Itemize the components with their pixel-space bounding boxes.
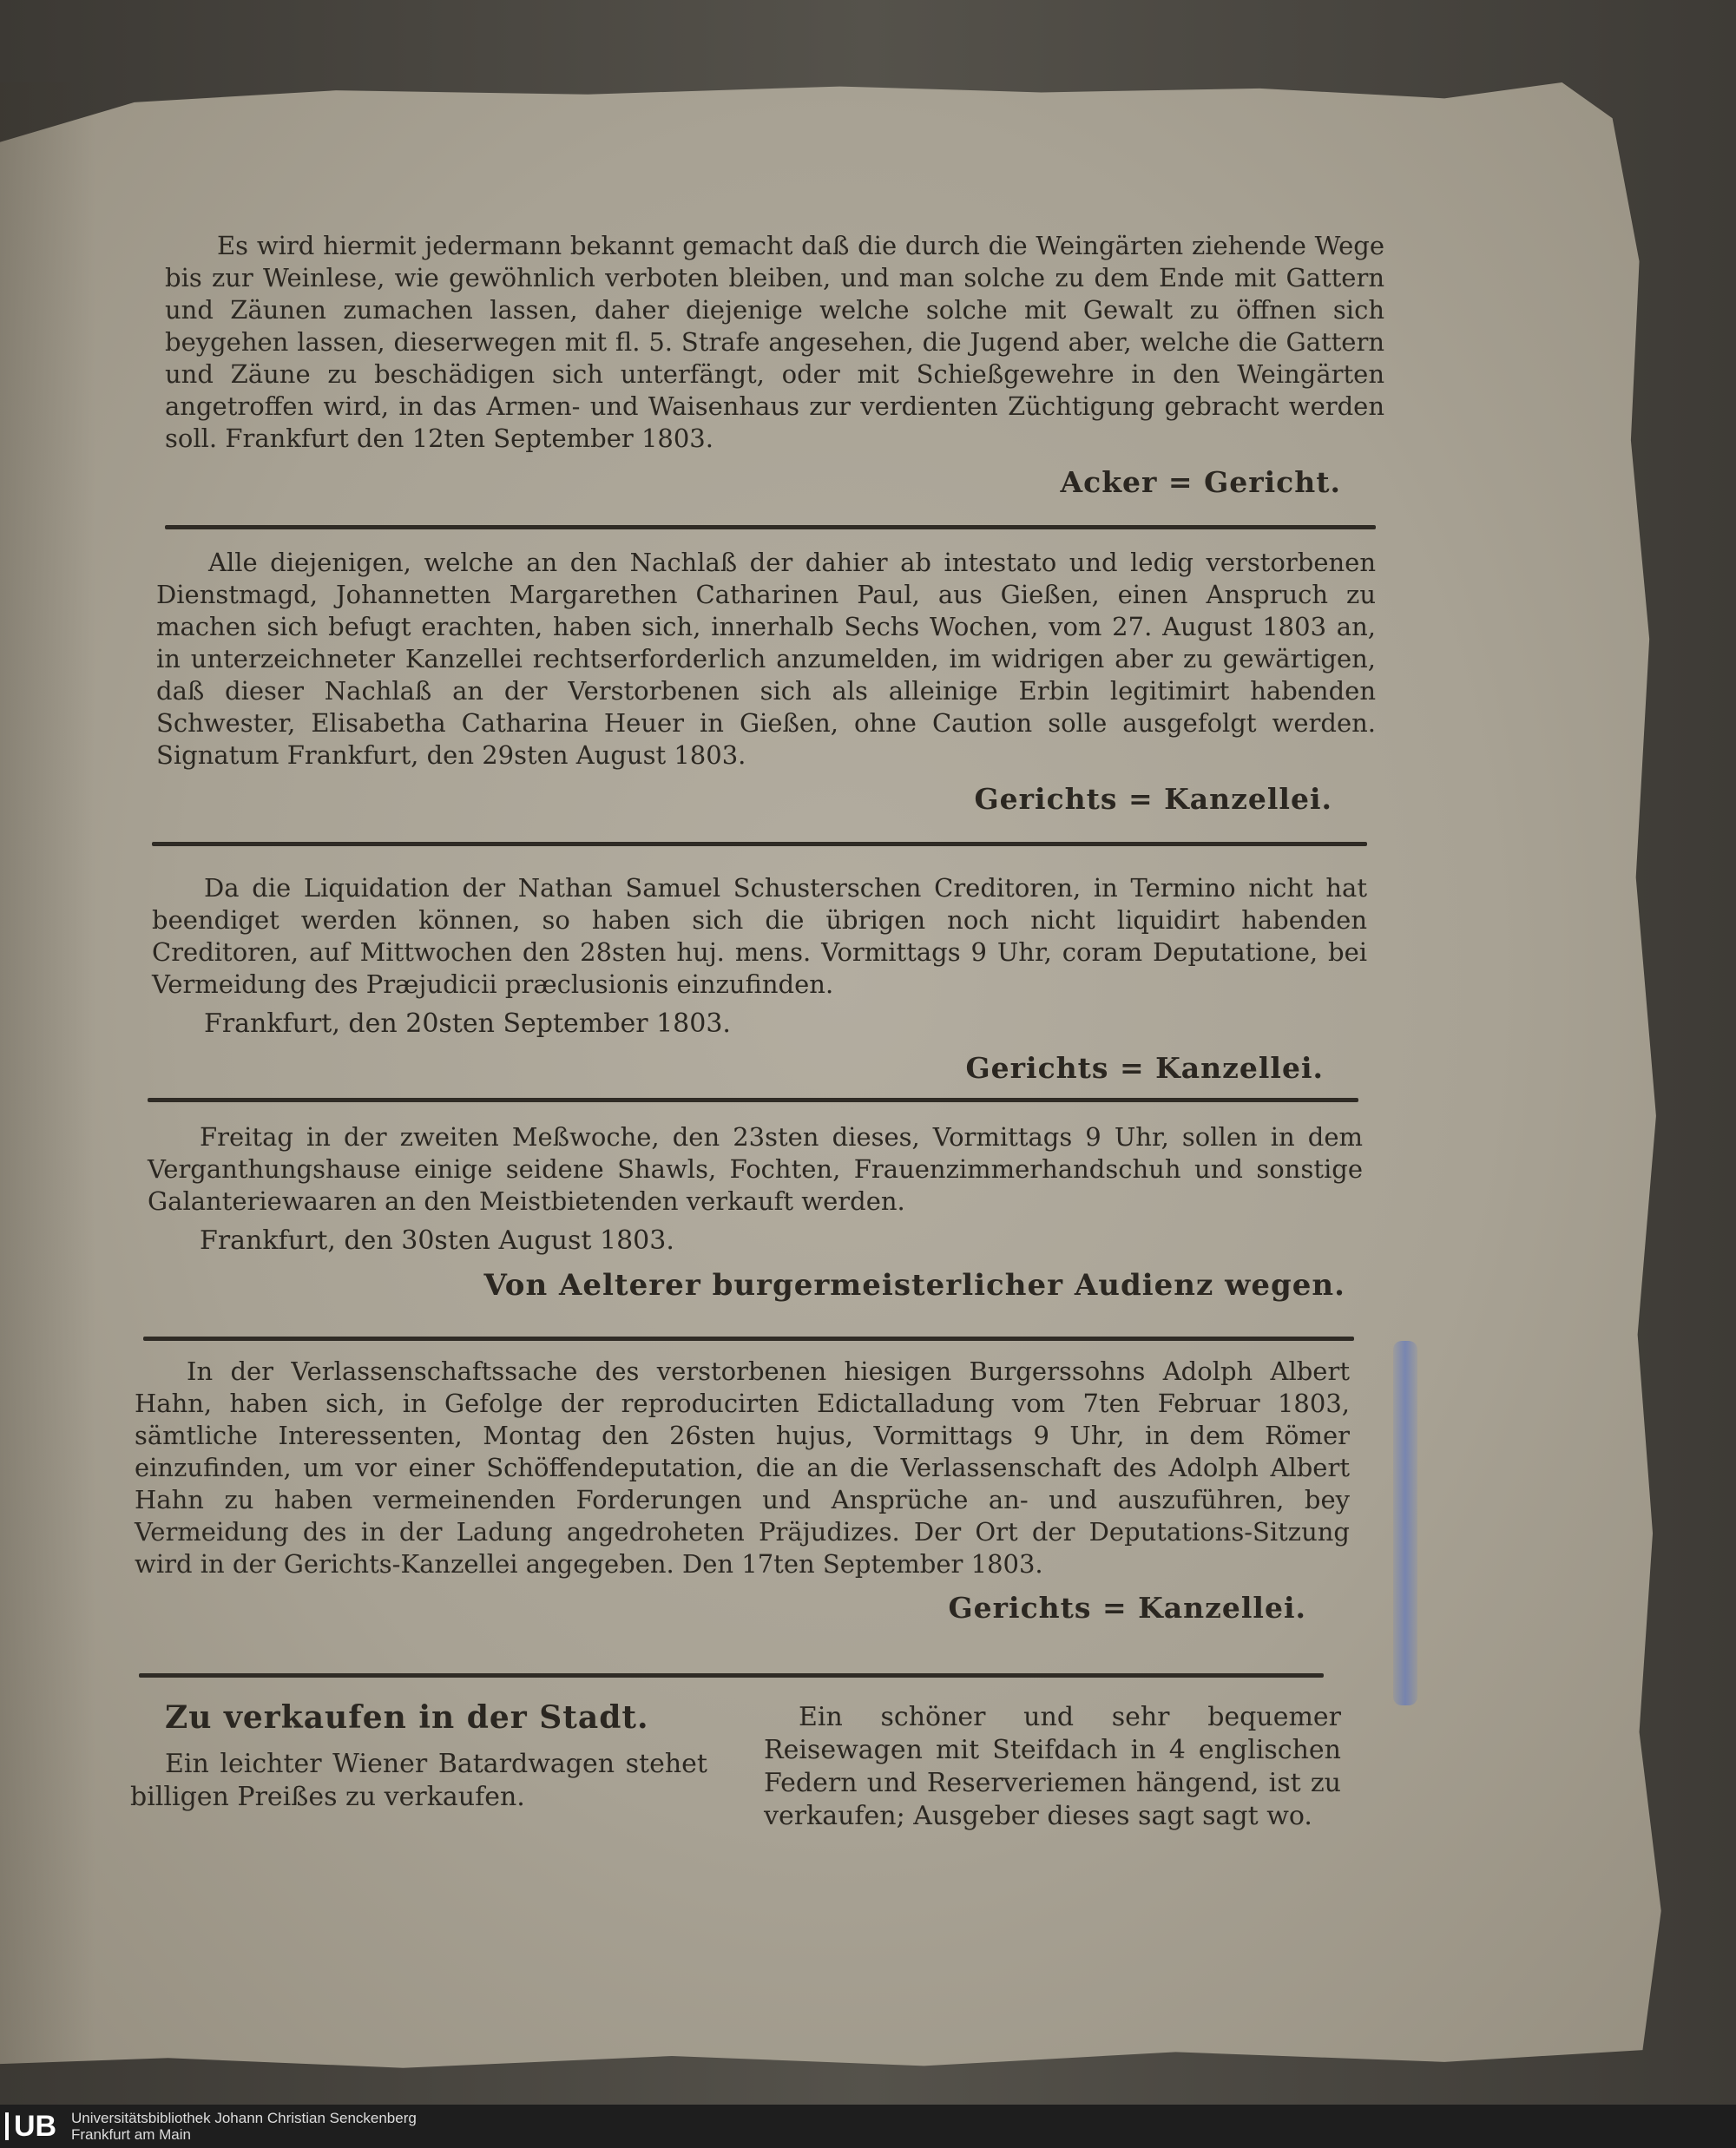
sale-title: Zu verkaufen in der Stadt.: [165, 1699, 649, 1736]
divider-rule: [152, 842, 1367, 846]
ub-logo: [5, 2109, 61, 2144]
divider-rule: [143, 1337, 1354, 1341]
divider-rule: [139, 1673, 1324, 1678]
logo-bar: [5, 2112, 9, 2140]
notice-signature: Gerichts = Kanzellei.: [965, 1051, 1324, 1085]
notice-dateline: Frankfurt, den 20sten September 1803.: [204, 1008, 731, 1039]
logo-text: UB: [14, 2110, 57, 2143]
divider-rule: [148, 1098, 1358, 1102]
notice-body: In der Verlassenschaftssache des verstorbenen hiesigen Burgerssohns Adolph Albert Hahn, haben sich, in Gefolge der reproducirten Edictalladung vom 7ten Februar 1803, sämtliche Interessenten, Montag den 26sten hujus, Vormittags 9 Uhr, in dem Römer einzufinden, um vor einer Schöffendeputation, die an die Verlassenschaft des Adolph Albert Hahn zu haben vermeinenden Forderungen und Ansprüche an- und auszuführen, bey Vermeidung des in der Ladung angedroheten Präjudizes. Der Ort der Deputations-Sitzung wird in der Gerichts-Kanzellei angegeben. Den 17ten September 1803.: [135, 1356, 1350, 1579]
notice-signature: Gerichts = Kanzellei.: [948, 1591, 1306, 1625]
divider-rule: [165, 525, 1376, 529]
sale-ad-batardwagen: Ein leichter Wiener Batardwagen stehet billigen Preißes zu verkaufen.: [130, 1749, 707, 1812]
notice-schuster-creditoren: [152, 872, 1367, 1085]
library-footer: [0, 2105, 1736, 2148]
notice-body: Da die Liquidation der Nathan Samuel Schusterschen Creditoren, in Termino nicht hat beendiget werden können, so haben sich die übrigen noch nicht liquidirt habenden Creditoren, auf Mittwochen den 28sten huj. mens. Vormittags 9 Uhr, coram Deputatione, bei Vermeidung des Præjudicii præclusionis einzufinden.: [152, 873, 1367, 999]
notice-body: Alle diejenigen, welche an den Nachlaß der dahier ab intestato und ledig verstorbenen Dienstmagd, Johannetten Margarethen Catharinen Paul, aus Gießen, einen Anspruch zu machen sich befugt erachten, haben sich, innerhalb Sechs Wochen, vom 27. August 1803 an, in unterzeichneter Kanzellei rechtserforderlich anzumelden, im widrigen aber zu gewärtigen, daß dieser Nachlaß an der Verstorbenen sich als alleinige Erbin legitimirt habenden Schwester, Elisabetha Catharina Heuer in Gießen, ohne Caution solle ausgefolgt werden. Signatum Frankfurt, den 29sten August 1803.: [156, 548, 1376, 770]
sale-column-right: [764, 1701, 1341, 1833]
sale-ad-reisewagen: Ein schöner und sehr bequemer Reisewagen mit Steifdach in 4 englischen Federn und Reserveriemen hängend, ist zu verkaufen; Ausgeber dieses sagt sagt wo.: [764, 1702, 1341, 1831]
notice-verganthung: [148, 1121, 1363, 1303]
page-fold-shadow: [0, 82, 95, 2070]
footer-line-city: Frankfurt am Main: [71, 2126, 191, 2143]
footer-line-institution: Universitätsbibliothek Johann Christian Senckenberg: [71, 2110, 417, 2126]
notice-nachlass-paul: [156, 547, 1376, 816]
footer-text: [71, 2110, 417, 2143]
notice-body: Es wird hiermit jedermann bekannt gemacht daß die durch die Weingärten ziehende Wege bis zur Weinlese, wie gewöhnlich verboten bleiben, und man solche zu dem Ende mit Gattern und Zäunen zumachen lassen, daher diejenige welche solche mit Gewalt zu öffnen sich beygehen lassen, dieserwegen mit fl. 5. Strafe angesehen, die Jugend aber, welche die Gattern und Zäune zu beschädigen sich unterfängt, oder mit Schießgewehre in den Weingärten angetroffen wird, in das Armen- und Waisenhaus zur verdienten Züchtigung gebracht werden soll. Frankfurt den 12ten September 1803.: [165, 231, 1384, 453]
notice-body: Freitag in der zweiten Meßwoche, den 23sten dieses, Vormittags 9 Uhr, sollen in dem Verganthungshause einige seidene Shawls, Fochten, Frauenzimmerhandschuh und sonstige Galanteriewaaren an den Meistbietenden verkauft werden.: [148, 1122, 1363, 1216]
notice-verlassenschaft-hahn: [135, 1356, 1350, 1625]
sale-column-left: [130, 1699, 707, 1814]
notice-signature: Gerichts = Kanzellei.: [974, 782, 1332, 816]
notice-dateline: Frankfurt, den 30sten August 1803.: [200, 1225, 674, 1256]
notice-signature: Von Aelterer burgermeisterlicher Audienz wegen.: [483, 1268, 1345, 1303]
notice-signature: Acker = Gericht.: [1060, 465, 1341, 499]
blue-ink-stain: [1393, 1341, 1417, 1705]
notice-weingaerten: [165, 230, 1384, 499]
